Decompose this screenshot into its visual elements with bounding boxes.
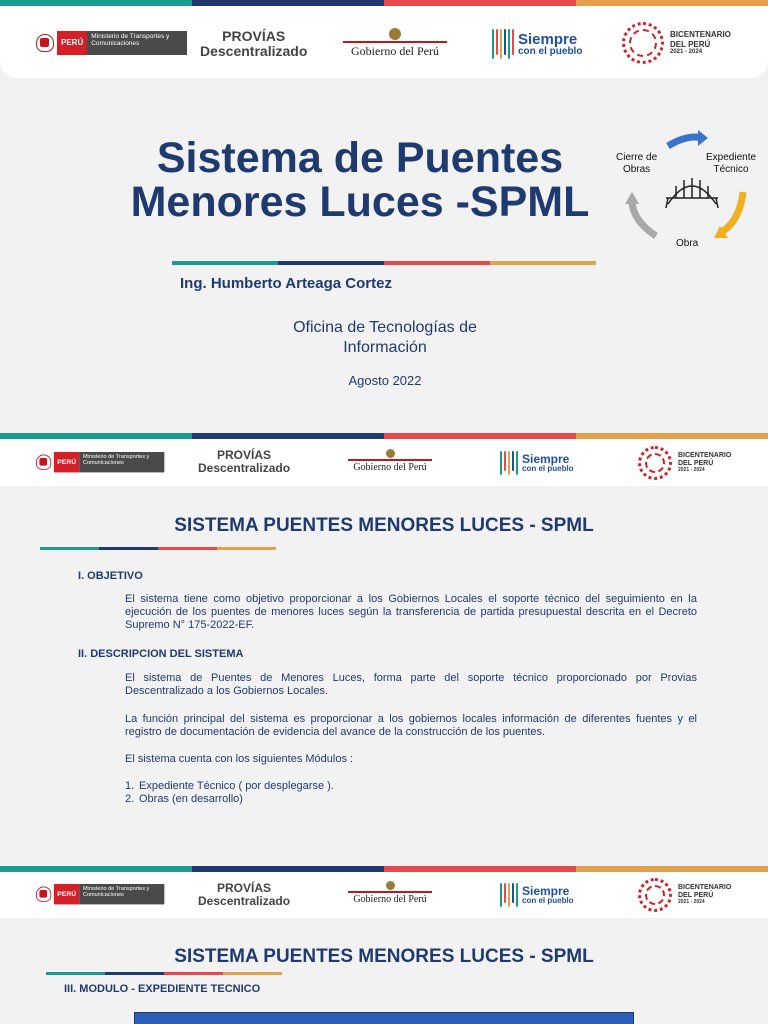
title-underline [172, 261, 596, 265]
ministry-logo: PERÚ Ministerio de Transportes y Comunicaciones [36, 452, 165, 472]
peru-shield-icon [36, 34, 54, 52]
peru-shield-icon [36, 887, 51, 902]
cycle-obra-label: Obra [676, 238, 699, 249]
provias-logo: PROVÍAS Descentralizado [200, 28, 308, 59]
heading-underline [40, 547, 276, 550]
siempre-logo: Siempre con el pueblo [500, 451, 574, 475]
bicentenario-logo: BICENTENARIO DEL PERÚ 2021 - 2024 [638, 878, 731, 912]
ministry-logo [36, 31, 187, 55]
gobierno-logo: Gobierno del Perú [348, 449, 432, 473]
descripcion-paragraph-3: El sistema cuenta con los siguientes Módulos : [125, 753, 354, 765]
section-objetivo-title: I. OBJETIVO [78, 570, 143, 582]
gobierno-logo: Gobierno del Perú [343, 28, 447, 59]
slide-title-text: Sistema de Puentes Menores Luces -SPML [130, 134, 590, 226]
logo-bar [0, 872, 768, 918]
gobierno-logo: Gobierno del Perú [348, 881, 432, 905]
ministry-logo: PERÚ Ministerio de Transportes y Comunicaciones [36, 884, 165, 904]
cycle-cierre-label: Cierre de Obras [616, 152, 658, 175]
bicentenario-logo: BICENTENARIO DEL PERÚ 2021 - 2024 [638, 446, 731, 480]
siempre-bars-icon [500, 883, 518, 907]
crest-icon [386, 449, 395, 458]
siempre-logo: Siempre con el pueblo [500, 883, 574, 907]
provias-logo: PROVÍAS Descentralizado [198, 881, 291, 908]
author-name: Ing. Humberto Arteaga Cortez [180, 275, 392, 292]
bicentenario-ring-icon [638, 878, 672, 912]
slide-heading: SISTEMA PUENTES MENORES LUCES - SPML [174, 515, 594, 536]
descripcion-paragraph-1: El sistema de Puentes de Menores Luces, forma parte del soporte técnico proporcionado por Provias Descentralizado a los Gobiernos Locales. [125, 672, 697, 697]
logo-bar [0, 6, 768, 78]
presentation-date: Agosto 2022 [348, 373, 422, 388]
modules-list [125, 780, 697, 806]
ministry-label: Ministerio de Transportes y Comunicaciones [87, 31, 187, 55]
provias-logo: PROVÍAS Descentralizado [198, 448, 291, 475]
siempre-logo: Siempre con el pueblo [492, 29, 582, 59]
crest-icon [389, 28, 401, 40]
slide-objetivo [0, 433, 768, 863]
slide-heading: SISTEMA PUENTES MENORES LUCES - SPML [174, 946, 594, 967]
module-item: 2. Obras (en desarrollo) [125, 793, 243, 805]
bridge-icon [666, 178, 718, 208]
bicentenario-ring-icon [622, 22, 664, 64]
objetivo-paragraph: El sistema tiene como objetivo proporcionar a los Gobiernos Locales el soporte técnico del seguimiento en la ejecución de los puentes de menores luces según la transferencia de partida presupuestal descrita en el Decreto Supremo N° 175-2022-EF. [125, 593, 697, 631]
descripcion-paragraph-2: La función principal del sistema es proporcionar a los gobiernos locales información de diferentes fuentes y el registro de documentación de evidencia del avance de la construcción de los puentes. [125, 713, 697, 738]
cycle-expediente-label: Expediente Técnico [706, 152, 757, 175]
module-item: 1. Expediente Técnico ( por desplegarse ). [125, 780, 334, 792]
peru-label: PERÚ [57, 31, 87, 55]
logo-bar [0, 439, 768, 486]
bicentenario-ring-icon [638, 446, 672, 480]
peru-shield-icon [36, 455, 51, 470]
heading-underline [46, 972, 282, 975]
cycle-diagram [610, 120, 768, 260]
office-name: Oficina de Tecnologías de Información [293, 319, 477, 356]
slide-modulo [0, 866, 768, 1024]
bicentenario-logo: BICENTENARIO DEL PERÚ 2021 - 2024 [622, 22, 731, 64]
section-modulo-title: III. MODULO - EXPEDIENTE TECNICO [64, 983, 261, 995]
siempre-bars-icon [500, 451, 518, 475]
section-descripcion-title: II. DESCRIPCION DEL SISTEMA [78, 648, 244, 660]
crest-icon [386, 881, 395, 890]
module-screenshot-frame [134, 1012, 634, 1024]
siempre-bars-icon [492, 29, 514, 59]
slide-title [0, 0, 768, 430]
